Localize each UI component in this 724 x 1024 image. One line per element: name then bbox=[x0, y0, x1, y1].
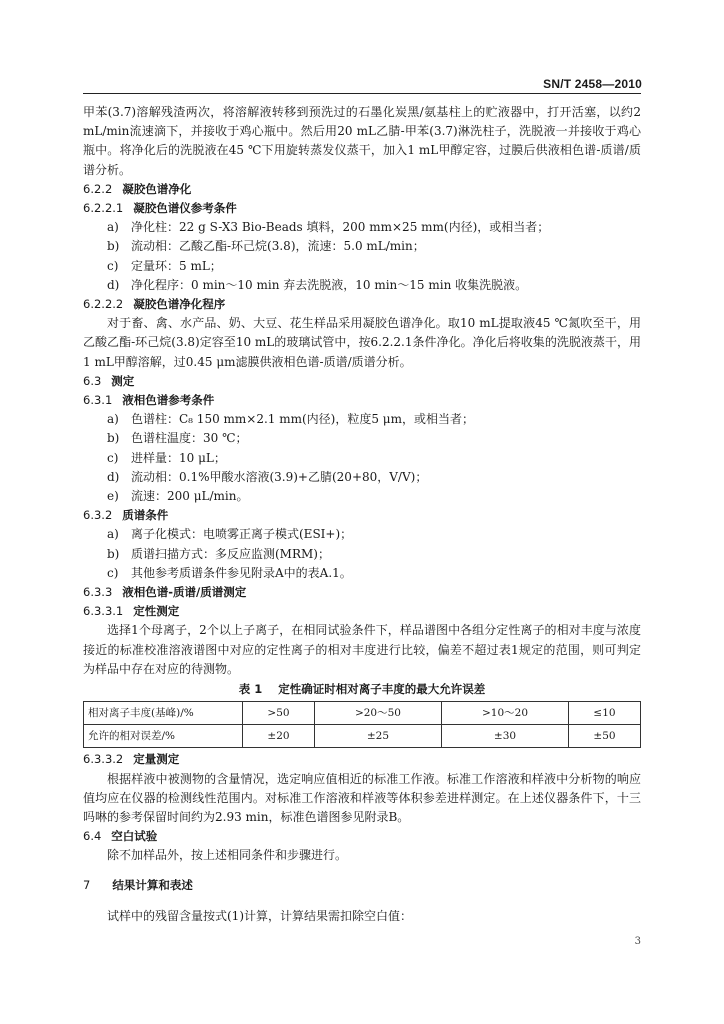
item-label: b) bbox=[107, 431, 120, 446]
section-number: 6.3.3.2 bbox=[83, 752, 124, 767]
item-label: a) bbox=[107, 220, 119, 235]
section-number: 6.4 bbox=[83, 829, 102, 844]
spacer bbox=[83, 866, 641, 876]
table-cell: ±50 bbox=[569, 725, 641, 748]
section-title: 定性测定 bbox=[133, 604, 180, 619]
section-title: 定量测定 bbox=[133, 752, 180, 767]
row-header: 相对离子丰度(基峰)/% bbox=[84, 702, 243, 725]
section-7-text: 试样中的残留含量按式(1)计算，计算结果需扣除空白值： bbox=[107, 908, 413, 923]
section-6-3-2-heading bbox=[83, 506, 641, 525]
table-cell: ±20 bbox=[243, 725, 315, 748]
list-item bbox=[83, 429, 641, 448]
list-item bbox=[83, 545, 641, 564]
table-cell: >10～20 bbox=[441, 702, 568, 725]
section-number: 6.3.2 bbox=[83, 508, 113, 523]
spacer bbox=[83, 895, 641, 907]
section-6-3-1-heading bbox=[83, 391, 641, 410]
section-title: 凝胶色谱仪参考条件 bbox=[133, 201, 237, 216]
section-title: 液相色谱-质谱/质谱测定 bbox=[122, 585, 247, 600]
section-number: 7 bbox=[83, 877, 91, 892]
item-label: c) bbox=[107, 450, 119, 465]
page-number: 3 bbox=[634, 936, 641, 947]
item-label: a) bbox=[107, 527, 119, 542]
section-number: 6.3 bbox=[83, 373, 102, 388]
table-row bbox=[84, 702, 641, 725]
item-label: e) bbox=[107, 489, 119, 504]
table-cell: ≤10 bbox=[569, 702, 641, 725]
section-6-4-heading bbox=[83, 827, 641, 846]
page-body bbox=[83, 103, 641, 926]
section-number: 6.2.2.1 bbox=[83, 201, 124, 216]
table-caption bbox=[83, 680, 641, 699]
list-item bbox=[83, 410, 641, 429]
standard-code: SN/T 2458—2010 bbox=[543, 77, 642, 91]
item-label: b) bbox=[107, 239, 120, 254]
section-6-3-heading bbox=[83, 372, 641, 391]
item-text: 色谱柱：C₈ 150 mm×2.1 mm(内径)，粒度5 μm，或相当者； bbox=[131, 412, 474, 427]
section-title: 凝胶色谱净化程序 bbox=[133, 297, 226, 312]
intro-paragraph: 甲苯(3.7)溶解残渣两次，将溶解液转移到预洗过的石墨化炭黑/氨基柱上的贮液器中，打开活塞，以约2 mL/min流速滴下，并接收于鸡心瓶中。然后用20 mL乙腈-甲苯(3.7)淋洗柱子，洗脱液一并接收于鸡心瓶中。将净化后的洗脱液在45 ℃下用旋转蒸发仪蒸干，加入1 mL甲醇定容，过膜后供液相色谱-质谱/质谱分析。 bbox=[83, 105, 641, 177]
section-title: 空白试验 bbox=[111, 829, 158, 844]
item-label: d) bbox=[107, 469, 120, 484]
list-item bbox=[83, 276, 641, 295]
item-text: 流动相：乙酸乙酯-环己烷(3.8)，流速：5.0 mL/min； bbox=[131, 239, 425, 254]
item-label: a) bbox=[107, 412, 119, 427]
list-item bbox=[83, 449, 641, 468]
item-label: b) bbox=[107, 546, 120, 561]
list-item bbox=[83, 257, 641, 276]
item-text: 净化程序：0 min～10 min 弃去洗脱液，10 min～15 min 收集洗脱液。 bbox=[131, 277, 528, 292]
section-title: 液相色谱参考条件 bbox=[122, 393, 215, 408]
table-cell: ±30 bbox=[441, 725, 568, 748]
table-cell: ±25 bbox=[314, 725, 441, 748]
section-number: 6.3.3 bbox=[83, 585, 113, 600]
item-label: c) bbox=[107, 258, 119, 273]
item-text: 离子化模式：电喷雾正离子模式(ESI+)； bbox=[131, 527, 353, 542]
section-title: 凝胶色谱净化 bbox=[122, 181, 192, 196]
list-item bbox=[83, 237, 641, 256]
section-6-2-2-heading bbox=[83, 180, 641, 199]
section-6-3-3-2-heading bbox=[83, 750, 641, 769]
row-header: 允许的相对误差/% bbox=[84, 725, 243, 748]
item-label: d) bbox=[107, 277, 120, 292]
table-cell: >50 bbox=[243, 702, 315, 725]
table-title: 定性确证时相对离子丰度的最大允许误差 bbox=[278, 682, 486, 697]
table-number: 表 1 bbox=[238, 682, 263, 697]
item-text: 进样量：10 μL； bbox=[131, 450, 226, 465]
section-6-2-2-1-heading bbox=[83, 199, 641, 218]
section-number: 6.3.1 bbox=[83, 393, 113, 408]
section-6-2-2-2-text: 对于畜、禽、水产品、奶、大豆、花生样品采用凝胶色谱净化。取10 mL提取液45 ℃氮吹至干，用乙酸乙酯-环己烷(3.8)定容至10 mL的玻璃试管中，按6.2.2.1条件净化。净化后将收集的洗脱液蒸干，用1 mL甲醇溶解，过0.45 μm滤膜供液相色谱-质谱/质谱分析。 bbox=[83, 316, 641, 369]
item-text: 其他参考质谱条件参见附录A中的表A.1。 bbox=[131, 565, 352, 580]
section-6-3-3-heading bbox=[83, 583, 641, 602]
item-label: c) bbox=[107, 565, 119, 580]
item-text: 质谱扫描方式：多反应监测(MRM)； bbox=[131, 546, 330, 561]
list-item bbox=[83, 468, 641, 487]
section-6-4-text: 除不加样品外，按上述相同条件和步骤进行。 bbox=[107, 848, 348, 863]
table-cell: >20～50 bbox=[314, 702, 441, 725]
list-item bbox=[83, 218, 641, 237]
header-rule bbox=[83, 93, 641, 94]
section-6-3-3-1-text: 选择1个母离子，2个以上子离子，在相同试验条件下，样品谱图中各组分定性离子的相对丰度与浓度接近的标准校准溶液谱图中对应的定性离子的相对丰度进行比较，偏差不超过表1规定的范围，则可判定为样品中存在对应的待测物。 bbox=[83, 623, 641, 676]
item-text: 色谱柱温度：30 ℃； bbox=[131, 431, 248, 446]
section-6-3-3-2-text: 根据样液中被测物的含量情况，选定响应值相近的标准工作液。标准工作溶液和样液中分析物的响应值均应在仪器的检测线性范围内。对标准工作溶液和样液等体积参差进样测定。在上述仪器条件下，十三吗啉的参考保留时间约为2.93 min，标准色谱图参见附录B。 bbox=[83, 771, 641, 824]
section-number: 6.2.2.2 bbox=[83, 297, 124, 312]
list-item bbox=[83, 487, 641, 506]
section-title: 质谱条件 bbox=[122, 508, 169, 523]
section-6-2-2-2-heading bbox=[83, 295, 641, 314]
item-text: 定量环：5 mL； bbox=[131, 258, 222, 273]
item-text: 流速：200 μL/min。 bbox=[131, 489, 249, 504]
section-title: 测定 bbox=[111, 373, 135, 388]
item-text: 净化柱：22 g S-X3 Bio-Beads 填料，200 mm×25 mm(内径)，或相当者； bbox=[131, 220, 550, 235]
list-item bbox=[83, 525, 641, 544]
ion-abundance-table bbox=[83, 701, 641, 748]
section-number: 6.2.2 bbox=[83, 181, 113, 196]
table-row bbox=[84, 725, 641, 748]
list-item bbox=[83, 564, 641, 583]
section-6-3-3-1-heading bbox=[83, 602, 641, 621]
section-7-heading bbox=[83, 876, 641, 895]
item-text: 流动相：0.1%甲酸水溶液(3.9)+乙腈(20+80，V/V)； bbox=[131, 469, 428, 484]
section-number: 6.3.3.1 bbox=[83, 604, 124, 619]
section-title: 结果计算和表述 bbox=[112, 877, 193, 892]
